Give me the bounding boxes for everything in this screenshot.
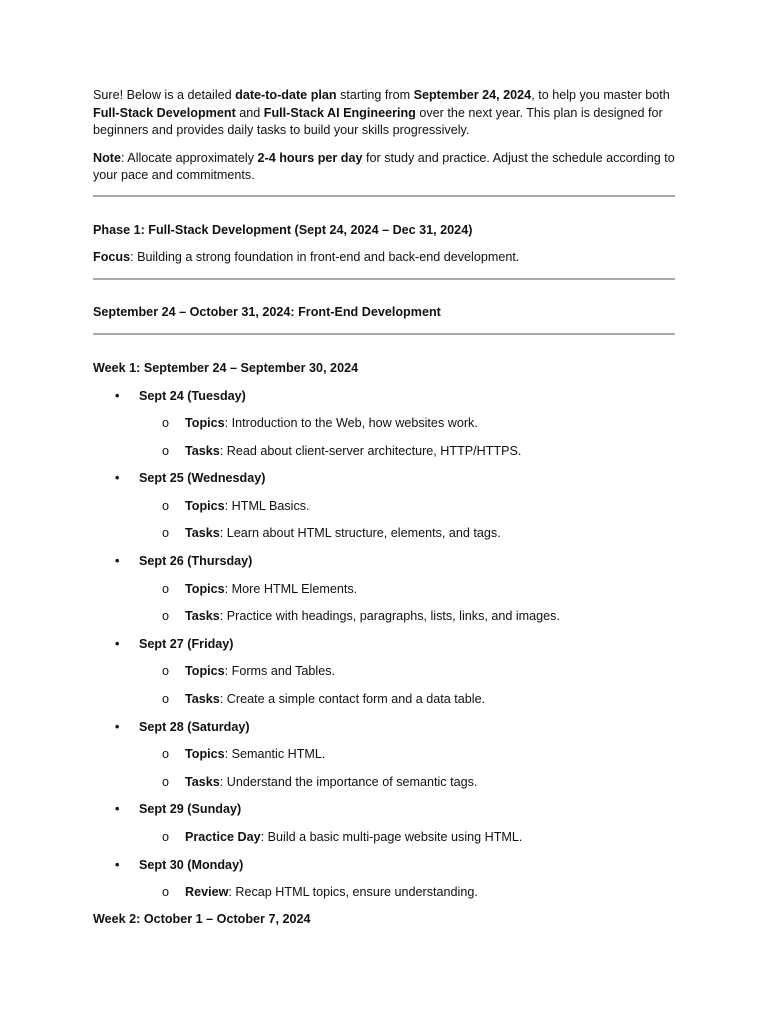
day-detail-item [93,829,675,857]
day-label: Sept 27 (Friday) [139,636,234,651]
document-page [93,87,675,928]
day-detail-item [93,443,675,471]
day-label: Sept 28 (Saturday) [139,719,250,734]
sub-bullet-icon: o [162,526,170,541]
day-detail-item [93,581,675,609]
day-detail-item [93,498,675,526]
sub-bullet-icon: o [162,692,170,707]
detail-key: Tasks [185,692,220,707]
day-item [93,470,675,498]
detail-key: Topics [185,498,225,513]
day-detail-item [93,415,675,443]
section-title: September 24 – October 31, 2024: Front-End Development [93,304,441,319]
sub-bullet-icon: o [162,747,170,762]
detail-key: Practice Day [185,830,261,844]
detail-text: : Practice with headings, paragraphs, lists, links, and images. [219,609,560,624]
day-detail-item [93,525,675,553]
horizontal-rule [93,195,675,197]
sub-bullet-icon: o [162,830,170,844]
detail-key: Tasks [185,774,220,789]
detail-key: Topics [185,581,225,596]
intro-bold: date-to-date plan [235,88,337,102]
sub-bullet-icon: o [162,498,170,513]
day-detail-item [93,746,675,774]
day-label: Sept 24 (Tuesday) [139,388,246,403]
detail-key: Tasks [185,609,220,624]
week-title: Week 1: September 24 – September 30, 2024 [93,361,359,375]
bullet-icon: • [115,388,120,403]
intro-paragraph [93,87,675,140]
note-label: Note [93,150,121,165]
intro-bold: Full-Stack Development [93,105,236,120]
bullet-icon: • [115,636,120,651]
sub-bullet-icon: o [162,609,170,624]
week-title: Week 2: October 1 – October 7, 2024 [93,911,311,926]
sub-bullet-icon: o [162,885,170,900]
day-label: Sept 25 (Wednesday) [139,471,266,486]
day-detail-item [93,774,675,802]
intro-bold: Full-Stack AI Engineering [263,105,416,120]
sub-bullet-icon: o [162,774,170,789]
detail-text: : Forms and Tables. [224,664,336,679]
day-label: Sept 29 (Sunday) [139,802,242,817]
day-item [93,388,675,416]
sub-bullet-icon: o [162,443,170,458]
detail-text: : More HTML Elements. [224,581,358,596]
horizontal-rule [93,333,675,335]
bullet-icon: • [115,719,120,734]
detail-key: Review [185,885,229,900]
day-item [93,636,675,664]
intro-text: Sure! [93,88,124,102]
intro-text: , to help you master both [531,88,670,102]
detail-text: : Recap HTML topics, ensure understanding. [228,885,478,900]
detail-text: : Learn about HTML structure, elements, and tags. [219,526,501,541]
sub-bullet-icon: o [162,664,170,679]
detail-text: : HTML Basics. [224,498,310,513]
note-paragraph [93,150,675,185]
day-item [93,801,675,829]
day-detail-item [93,691,675,719]
detail-text: : Introduction to the Web, how websites work. [224,416,478,431]
detail-text: : Semantic HTML. [224,747,326,762]
sub-bullet-icon: o [162,581,170,596]
detail-key: Tasks [185,443,220,458]
bullet-icon: • [115,554,120,569]
detail-text: : Build a basic multi-page website using HTML. [260,830,523,844]
detail-text: : Create a simple contact form and a data table. [219,692,486,707]
day-label: Sept 26 (Thursday) [139,554,253,569]
horizontal-rule [93,278,675,280]
focus-label: Focus [93,250,131,264]
intro-bold: September 24, 2024 [413,88,532,102]
intro-text: Below is a detailed [126,88,232,102]
day-list [93,388,675,912]
detail-key: Tasks [185,526,220,541]
detail-key: Topics [185,664,225,679]
bullet-icon: • [115,471,120,486]
detail-text: : Read about client-server architecture, HTTP/HTTPS. [219,443,522,458]
day-item [93,857,675,885]
detail-text: : Understand the importance of semantic tags. [219,774,478,789]
phase-title: Phase 1: Full-Stack Development (Sept 24, 2024 – Dec 31, 2024) [93,222,473,237]
bullet-icon: • [115,857,120,872]
intro-text: starting from [340,88,411,102]
note-text: : Allocate approximately [121,150,255,165]
day-detail-item [93,608,675,636]
day-item [93,719,675,747]
day-label: Sept 30 (Monday) [139,857,244,872]
focus-text: : Building a strong foundation in front-end and back-end development. [130,250,520,264]
detail-key: Topics [185,747,225,762]
note-bold: 2-4 hours per day [257,150,363,165]
note-text: for study and practice. Adjust the schedule according to your pace and commitments. [93,150,675,182]
day-detail-item [93,884,675,912]
intro-text: over the next year. This plan is designed for beginners and provides daily tasks to build your skills progressively. [93,105,663,137]
day-item [93,553,675,581]
focus-paragraph [93,249,675,267]
intro-text: and [239,105,261,120]
detail-key: Topics [185,416,225,431]
bullet-icon: • [115,802,120,817]
day-detail-item [93,663,675,691]
sub-bullet-icon: o [162,416,170,431]
